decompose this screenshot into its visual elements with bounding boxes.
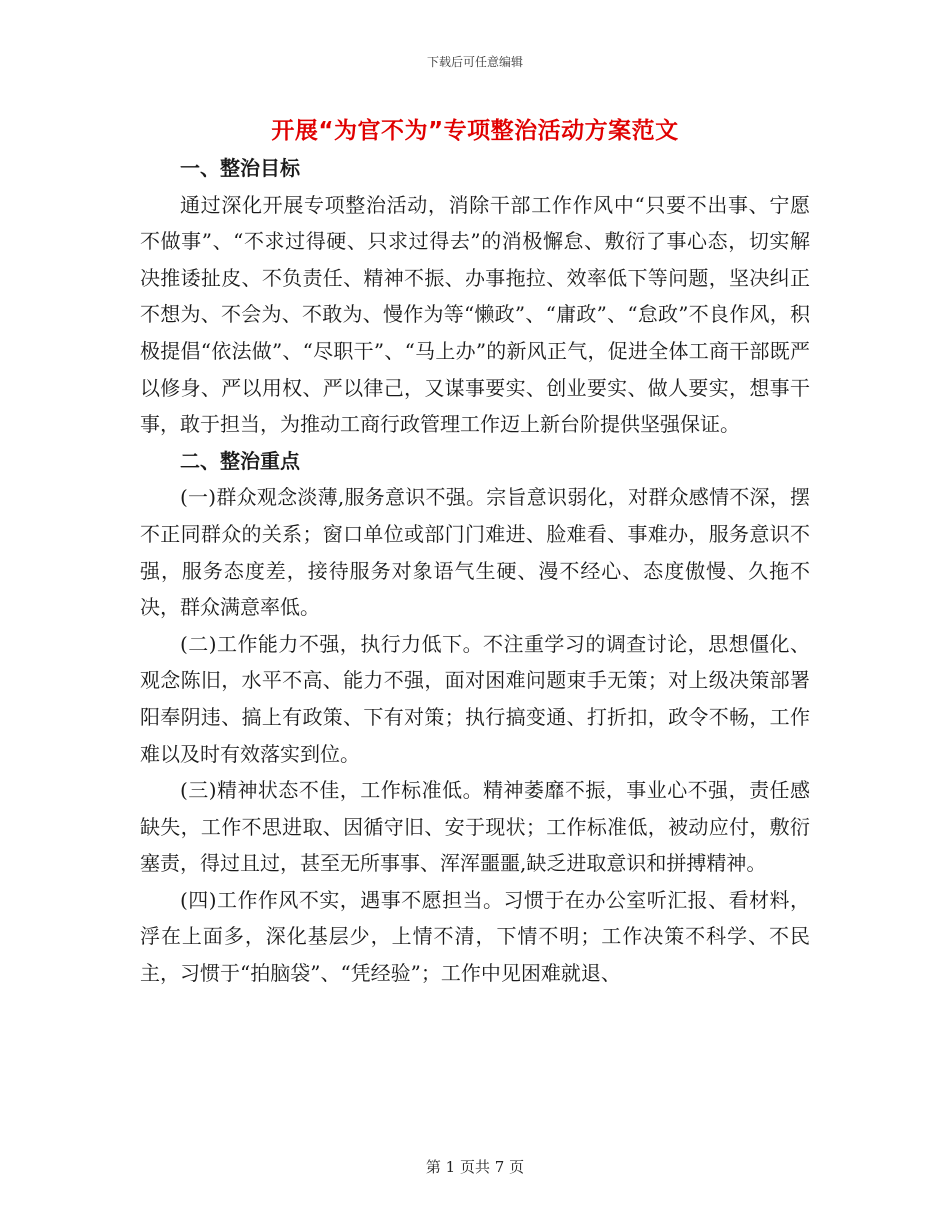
section-heading-goals: 一、整治目标 bbox=[180, 156, 300, 180]
paragraph-focus-2: (二)工作能力不强，执行力低下。不注重学习的调查讨论，思想僵化、观念陈旧，水平不高、能力不强，面对困难问题束手无策；对上级决策部署阳奉阴违、搞上有政策、下有对策；执行搞变通、打折扣，政令不畅，工作难以及时有效落实到位。 bbox=[140, 631, 810, 766]
header-note: 下载后可任意编辑 bbox=[426, 55, 523, 69]
document-title: 开展“为官不为”专项整治活动方案范文 bbox=[271, 118, 679, 144]
paragraph-goals: 通过深化开展专项整治活动，消除干部工作作风中“只要不出事、宁愿不做事”、“不求过得硬、只求过得去”的消极懈怠、敷衍了事心态，切实解决推诿扯皮、不负责任、精神不振、办事拖拉、效率低下等问题，坚决纠正不想为、不会为、不敢为、慢作为等“懒政”、“庸政”、“怠政”不良作风，积极提倡“依法做”、“尽职干”、“马上办”的新风正气，促进全体工商干部既严以修身、严以用权、严以律己，又谋事要实、创业要实、做人要实，想事干事，敢于担当，为推动工商行政管理工作迈上新台阶提供坚强保证。 bbox=[140, 192, 810, 437]
section-heading-focus: 二、整治重点 bbox=[180, 448, 300, 473]
paragraph-focus-1: (一)群众观念淡薄,服务意识不强。宗旨意识弱化，对群众感情不深，摆不正同群众的关系；窗口单位或部门门难进、脸难看、事难办，服务意识不强，服务态度差，接待服务对象语气生硬、漫不经心、态度傲慢、久拖不决，群众满意率低。 bbox=[140, 485, 810, 620]
paragraph-focus-3: (三)精神状态不佳，工作标准低。精神萎靡不振，事业心不强，责任感缺失，工作不思进取、因循守旧、安于现状；工作标准低，被动应付，敷衍塞责，得过且过，甚至无所事事、浑浑噩噩,缺乏进取意识和拼搏精神。 bbox=[140, 778, 810, 876]
paragraph-focus-4: (四)工作作风不实，遇事不愿担当。习惯于在办公室听汇报、看材料，浮在上面多，深化基层少，上情不清，下情不明；工作决策不科学、不民主，习惯于“拍脑袋”、“凭经验”；工作中见困难就退、 bbox=[140, 887, 810, 986]
document-body bbox=[140, 150, 810, 992]
page-number-footer: 第 1 页共 7 页 bbox=[425, 1158, 525, 1176]
